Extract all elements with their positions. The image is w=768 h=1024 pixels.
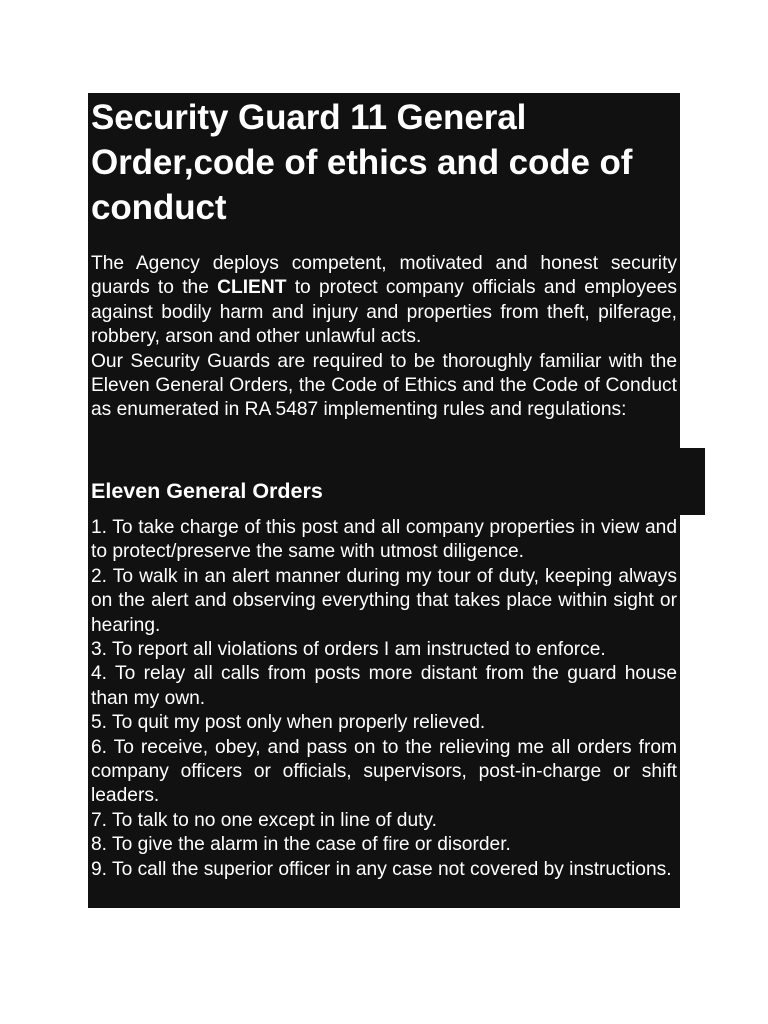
list-item: 9. To call the superior officer in any case not covered by instructions. — [91, 858, 672, 880]
intro-paragraph-1 — [88, 228, 680, 350]
list-item: 2. To walk in an alert manner during my tour of duty, keeping always on the alert and observing everything that takes place within sight or hearing. — [91, 565, 677, 636]
list-item: 6. To receive, obey, and pass on to the relieving me all orders from company officers or officials, supervisors, post-in-charge or shift leaders. — [91, 736, 677, 807]
section-heading: Eleven General Orders — [91, 479, 323, 503]
intro-paragraph-2: Our Security Guards are required to be thoroughly familiar with the Eleven General Orders, the Code of Ethics and the Code of Conduct as enumerated in RA 5487 implementing rules and regulations: — [91, 350, 677, 421]
list-item: 4. To relay all calls from posts more distant from the guard house than my own. — [91, 663, 677, 709]
intro-text-after-client: to protect company officials and employees against bodily harm and injury and properties from theft, pilferage, robbery, arson and other unlawful acts. — [91, 277, 677, 348]
list-item: 3. To report all violations of orders I am instructed to enforce. — [91, 639, 606, 661]
section-heading-block — [88, 448, 705, 515]
intro-block — [88, 228, 680, 448]
general-orders-list — [88, 515, 680, 882]
title-block — [88, 93, 680, 228]
orders-block — [88, 515, 680, 908]
list-item: 7. To talk to no one except in line of duty. — [91, 809, 437, 831]
list-item: 5. To quit my post only when properly relieved. — [91, 712, 486, 734]
intro-text-before-client: The Agency deploys competent, motivated and honest security guards to the — [91, 253, 677, 299]
list-item: 1. To take charge of this post and all company properties in view and to protect/preserve the same with utmost diligence. — [91, 517, 677, 563]
client-keyword: CLIENT — [217, 277, 287, 299]
page-title: Security Guard 11 General Order,code of ethics and code of conduct — [91, 98, 633, 227]
list-item: 8. To give the alarm in the case of fire or disorder. — [91, 834, 511, 856]
